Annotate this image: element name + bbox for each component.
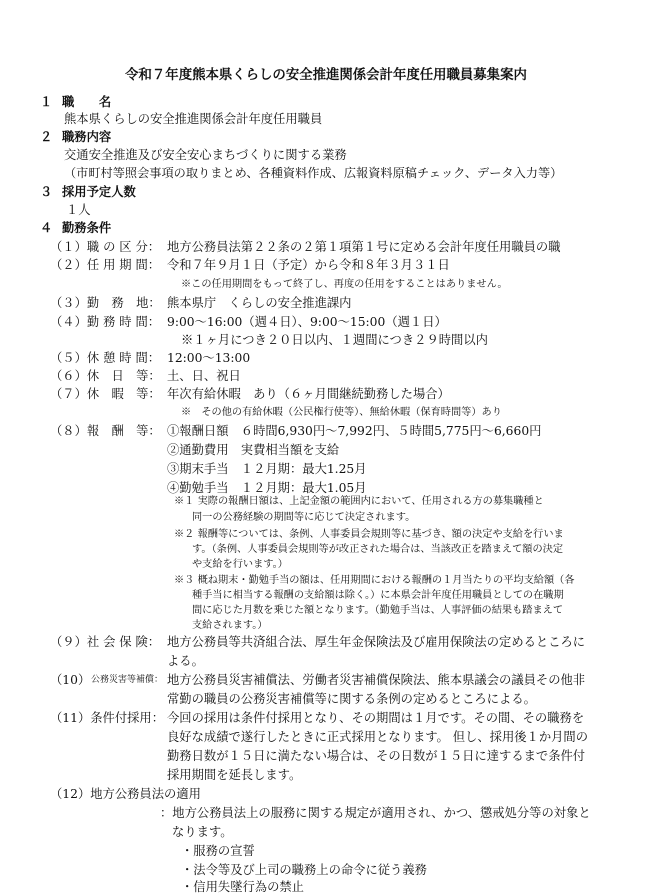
item-8-note-3-line3: 間に応じた月数を乗じた額となります。（勤勉手当は、人事評価の結果も踏まえて [192,605,564,616]
section-3-body: １人 [66,203,91,217]
item-11-text-line1: 今回の採用は条件付採用となり、その期間は１月です。その間、その職務を [167,711,585,725]
item-9-text-line1: 地方公務員等共済組合法、厚生年金保険法及び雇用保険法の定めるところに [167,635,586,649]
section-4-heading: 勤務条件 [62,221,112,235]
item-8-note-2-line1: ※２ 報酬等については、条例、人事委員会規則等に基づき、額の決定や支給を行いま [174,529,564,540]
item-12-bullet-3: ・信用失墜行為の禁止 [181,880,304,894]
item-8-note-2-line2: す。（条例、人事委員会規則等が改正された場合は、当該改正を踏まえて額の決定 [192,544,564,555]
item-12-text-line1: ：地方公務員法上の服務に関する規定が適用され、かつ、懲戒処分等の対象と [160,806,591,820]
item-6-label: （６）休 日 等： [50,369,161,383]
section-2-line1: 交通安全推進及び安全安心まちづくりに関する業務 [64,148,347,162]
item-8-pay-daily: ①報酬日額 ６時間6,930円～7,992円、５時間5,775円～6,660円 [167,424,542,438]
item-2-label: （２）任 用 期 間： [50,258,161,272]
item-2-note: ※この任用期間をもって終了し、再度の任用をすることはありません。 [181,279,508,290]
section-3-number: ３ [40,185,53,199]
section-1-heading: 職 名 [62,95,112,109]
item-8-commute: ②通勤費用 実費相当額を支給 [167,443,340,457]
item-9-text-line2: よる。 [167,654,204,668]
item-7-note: ※ その他の有給休暇（公民権行使等）、無給休暇（保育時間等）あり [181,407,502,418]
item-5-label: （５）休 憩 時 間： [50,351,161,365]
item-2-text: 令和７年９月１日（予定）から令和８年３月３１日 [167,258,450,272]
item-8-term-end-allowance: ③期末手当 １２月期：最大1.25月 [167,462,367,476]
item-12-bullet-2: ・法令等及び上司の職務上の命令に従う義務 [181,863,427,877]
item-4-note: ※１ヶ月につき２０日以内、１週間につき２９時間以内 [181,333,488,347]
item-12-bullet-1: ・服務の宣誓 [181,844,255,858]
item-11-text-line4: 採用期間を延長します。 [167,768,302,782]
item-8-note-3-line1: ※３ 概ね期末・勤勉手当の額は、任用期間における報酬の１月当たりの平均支給額（各 [174,575,575,586]
section-1-number: １ [40,95,53,109]
item-3-label: （３）勤 務 地： [50,296,161,310]
item-4-text: 9:00～16:00（週４日）、9:00～15:00（週１日） [167,315,447,329]
item-5-text: 12:00～13:00 [167,351,251,365]
item-3-text: 熊本県庁 くらしの安全推進課内 [167,296,352,310]
section-4-number: ４ [40,221,53,235]
item-10-number: （10） [50,673,91,687]
item-11-text-line2: 良好な成績で遂行したときに正式採用となります。 但し、採用後１か月間の [167,730,589,744]
section-1-body: 熊本県くらしの安全推進関係会計年度任用職員 [64,112,323,126]
item-11-text-line3: 勤務日数が１５日に満たない場合は、その日数が１５日に達するまで条件付 [167,749,586,763]
item-7-text: 年次有給休暇 あり（６ヶ月間継続勤務した場合） [167,387,450,401]
item-10-label: 公務災害等補償： [91,675,164,685]
section-2-line2: （市町村等照会事項の取りまとめ、各種資料作成、広報資料原稿チェック、データ入力等） [64,166,563,180]
item-10-text-line2: 常勤の職員の公務災害補償等に関する条例の定めるところによる。 [167,692,536,706]
item-8-label: （８）報 酬 等： [50,424,161,438]
item-8-diligence-allowance: ④勤勉手当 １２月期：最大1.05月 [167,481,367,495]
item-10-text-line1: 地方公務員災害補償法、労働者災害補償保険法、熊本県議会の議員その他非 [167,673,586,687]
item-12-text-line2: なります。 [172,825,233,839]
item-1-label: （１）職 の 区 分： [50,240,161,254]
item-8-note-2-line3: や支給を行います。） [192,559,288,570]
item-12-label: （12）地方公務員法の適用 [50,787,201,801]
section-2-number: ２ [40,130,53,144]
item-11-label: （11）条件付採用： [50,711,165,725]
item-8-note-1-line1: ※１ 実際の報酬日額は、上記金額の範囲内において、任用される方の募集職種と [174,496,544,507]
section-3-heading: 採用予定人数 [62,185,136,199]
page-title: 令和７年度熊本県くらしの安全推進関係会計年度任用職員募集案内 [125,68,527,83]
item-7-label: （７）休 暇 等： [50,387,161,401]
item-4-label: （４）勤 務 時 間： [50,315,161,329]
section-2-heading: 職務内容 [62,130,112,144]
item-1-text: 地方公務員法第２２条の２第１項第１号に定める会計年度任用職員の職 [167,240,561,254]
item-9-label: （９）社 会 保 険： [50,635,161,649]
item-8-note-3-line4: 支給されます。） [192,620,268,631]
item-6-text: 土、日、祝日 [167,369,241,383]
item-8-note-1-line2: 同一の公務経験の期間等に応じて決定されます。 [192,512,416,523]
item-8-note-3-line2: 種手当に相当する報酬の支給額は除く。）に本県会計年度任用職員としての在職期 [192,590,564,601]
